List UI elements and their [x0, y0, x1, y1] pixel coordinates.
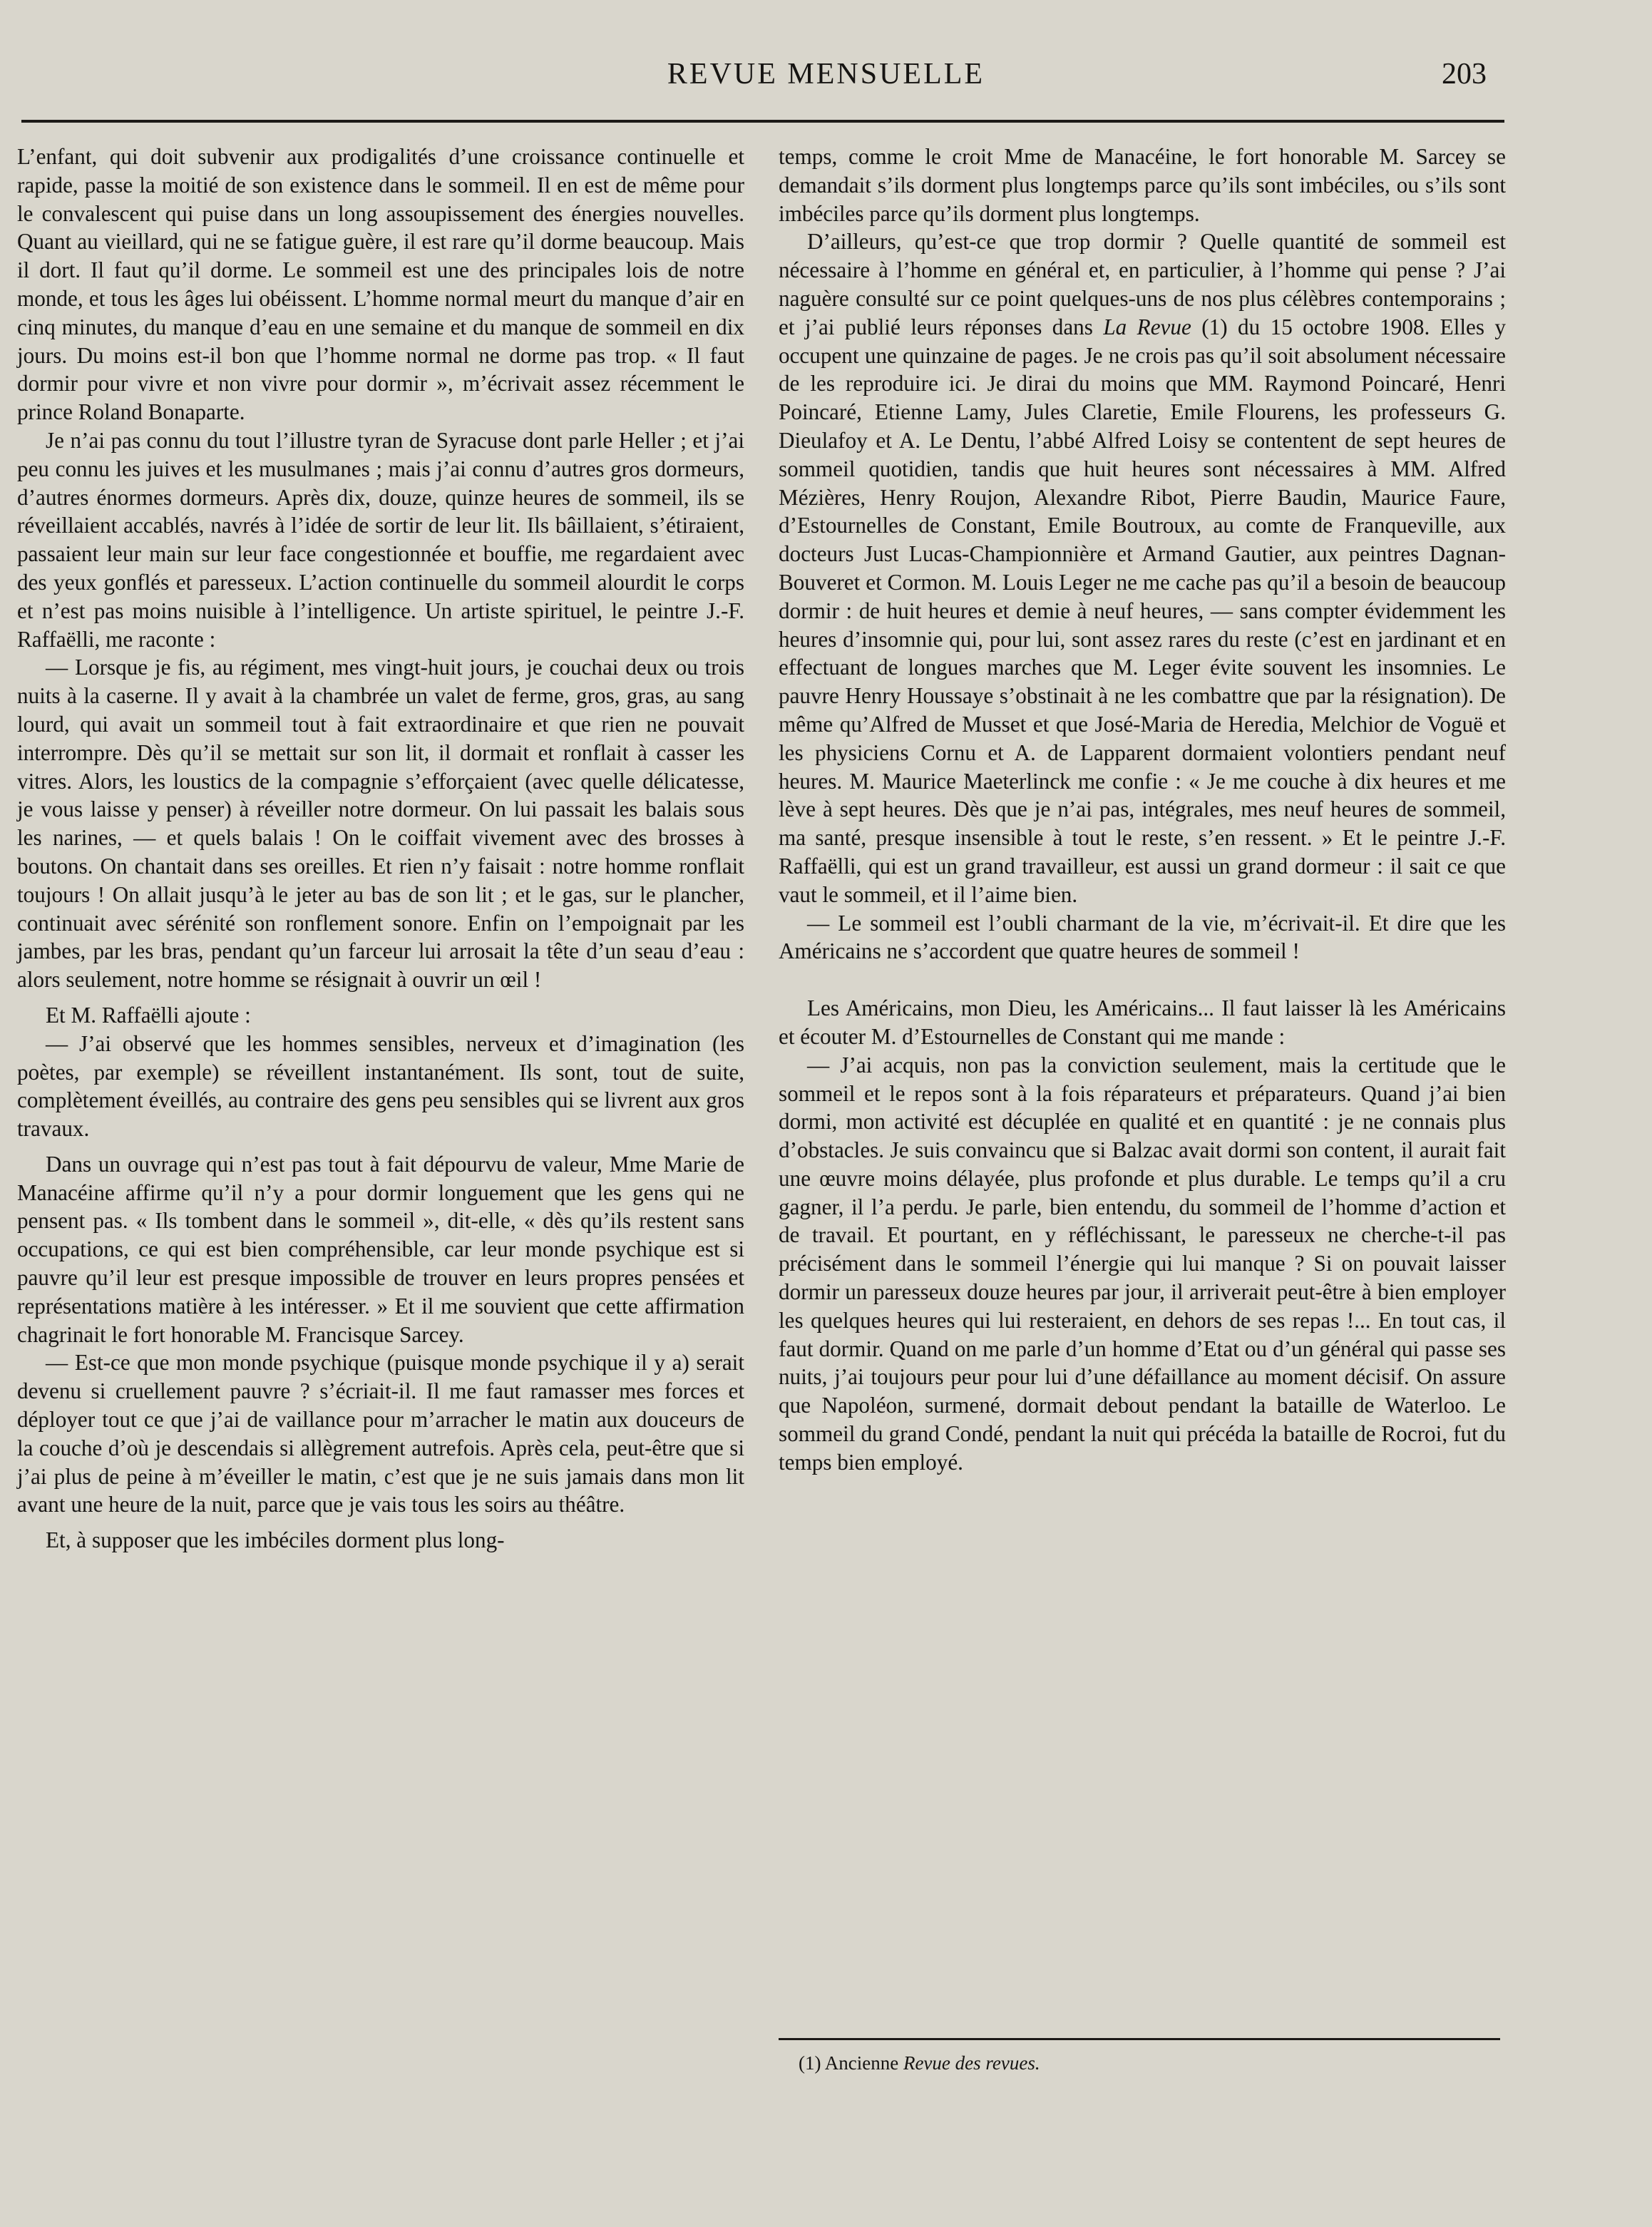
footnote-title: Revue des revues.	[903, 2052, 1040, 2074]
footnote	[799, 2051, 1497, 2075]
paragraph: — J’ai acquis, non pas la conviction seulement, mais la certitude que le sommeil et le repos sont à la fois réparateurs et préparateurs. Quand j’ai bien dormi, mon activité est décuplée en qualité et en quantité : je ne connais plus d’obstacles. Je suis convaincu que si Balzac avait dormi son content, il aurait fait une œuvre moins délayée, plus profonde et plus durable. Le temps qu’il a cru gagner, il l’a perdu. Je parle, bien entendu, du sommeil de l’homme d’action et de travail. Et pourtant, en y réfléchissant, le paresseux ne cherche-t-il pas précisément dans le sommeil l’énergie qui lui manque ? Si on pouvait laisser dormir un paresseux douze heures par jour, il arriverait peut-être à bien employer les quelques heures qui lui resteraient, en dehors de ses repas !... En tout cas, il faut dormir. Quand on me parle d’un homme d’Etat ou d’un général qui passe ses nuits, j’ai toujours peur pour lui d’une défaillance au moment décisif. On assure que Napoléon, surmené, dormait debout pendant la bataille de Waterloo. Le sommeil du grand Condé, pendant la nuit qui précéda la bataille de Rocroi, fut du temps bien employé.	[779, 1052, 1506, 1475]
paragraph: — Est-ce que mon monde psychique (puisque monde psychique il y a) serait devenu si cruellement pauvre ? s’écriait-il. Il me faut ramasser mes forces et déployer tout ce que j’ai de vaillance pour m’arracher le matin aux douceurs de la couche d’où je descendais si allègrement autrefois. Après cela, peut-être que si j’ai plus de peine à m’éveiller le matin, c’est que je ne suis jamais dans mon lit avant une heure de la nuit, parce que je vais tous les soirs au théâtre.	[17, 1350, 744, 1517]
right-column	[779, 143, 1506, 1477]
page-header	[0, 57, 1652, 100]
journal-title: La Revue	[1103, 314, 1191, 339]
paragraph: Les Américains, mon Dieu, les Américains... Il faut laisser là les Américains et écouter M. d’Estournelles de Constant qui me mande :	[779, 995, 1506, 1049]
footnote-marker: (1) Ancienne	[799, 2052, 899, 2074]
paragraph: — Lorsque je fis, au régiment, mes vingt-huit jours, je couchai deux ou trois nuits à la caserne. Il y avait à la chambrée un valet de ferme, gros, gras, au sang lourd, qui avait un sommeil tout à fait extraordinaire et que rien ne pouvait interrompre. Dès qu’il se mettait sur son lit, il dormait et ronflait à casser les vitres. Alors, les loustics de la compagnie s’efforçaient (avec quelle délicatesse, je vous laisse y penser) à réveiller notre dormeur. On lui passait les balais sous les narines, — et quels balais ! On le coiffait vivement avec des brosses à boutons. On chantait dans ses oreilles. Et rien n’y faisait : notre homme ronflait toujours ! On allait jusqu’à le jeter au bas de son lit ; et le gas, sur le plancher, continuait avec sérénité son ronflement sonore. Enfin on l’empoignait par les jambes, par les bras, pendant qu’un farceur lui arrosait la tête d’un seau d’eau : alors seulement, notre homme se résignait à ouvrir un œil !	[17, 655, 744, 993]
page-number: 203	[1442, 58, 1487, 91]
paragraph: — J’ai observé que les hommes sensibles, nerveux et d’imagination (les poètes, par exemple) se réveillent instantanément. Ils sont, tout de suite, complètement éveillés, au contraire des gens peu sensibles qui se livrent aux gros travaux.	[17, 1030, 744, 1142]
paragraph: Dans un ouvrage qui n’est pas tout à fait dépourvu de valeur, Mme Marie de Manacéine affirme qu’il n’y a pour dormir longuement que les gens qui ne pensent pas. « Ils tombent dans le sommeil », dit-elle, « dès qu’ils restent sans occupations, ce qui est bien compréhensible, car leur monde psychique est si pauvre qu’il leur est presque impossible de trouver en leurs propres pensées et représentations matière à les intéresser. » Et il me souvient que cette affirmation chagrinait le fort honorable M. Francisque Sarcey.	[17, 1151, 744, 1347]
paragraph: Et M. Raffaëlli ajoute :	[46, 1002, 251, 1028]
paragraph-text: (1) du 15 octobre 1908. Elles y occupent une quinzaine de pages. Je ne crois pas qu’il soit absolument nécessaire de les reproduire ici. Je dirai du moins que MM. Raymond Poincaré, Henri Poincaré, Etienne Lamy, Jules Claretie, Emile Flourens, les professeurs G. Dieulafoy et A. Le Dentu, l’abbé Alfred Loisy se contentent de sept heures de sommeil quotidien, tandis que huit heures sont nécessaires à MM. Alfred Mézières, Henry Roujon, Alexandre Ribot, Pierre Baudin, Maurice Faure, d’Estournelles de Constant, Emile Boutroux, au comte de Franqueville, aux docteurs Just Lucas-Championnière et Armand Gautier, aux peintres Dagnan-Bouveret et Cormon. M. Louis Leger ne me cache pas qu’il a besoin de beaucoup dormir : de huit heures et demie à neuf heures, — sans compter évidemment les heures d’insomnie qui, pour lui, sont assez rares du reste (c’est en jardinant et en effectuant de longues marches que M. Leger évite souvent les insomnies. Le pauvre Henry Houssaye s’obstinait à ne les combattre que par la résignation). De même qu’Alfred de Musset et que José-Maria de Heredia, Melchior de Voguë et les physiciens Cornu et A. de Lapparent dormaient volontiers pendant neuf heures. M. Maurice Maeterlinck me confie : « Je me couche à dix heures et me lève à sept heures. Dès que je n’ai pas, intégrales, mes neuf heures de sommeil, ma santé, presque insensible à tout le reste, s’en ressent. » Et le peintre J.-F. Raffaëlli, qui est un grand travailleur, est aussi un grand dormeur : il sait ce que vaut le sommeil, et il l’aime bien.	[779, 314, 1507, 907]
header-rule	[21, 120, 1504, 123]
running-title: REVUE MENSUELLE	[667, 58, 985, 91]
left-column	[17, 143, 744, 1555]
paragraph	[779, 227, 1506, 908]
paragraph: temps, comme le croit Mme de Manacéine, le fort honorable M. Sarcey se demandait s’ils dorment plus longtemps parce qu’ils sont imbéciles, ou s’ils sont imbéciles parce qu’ils dorment plus longtemps.	[779, 144, 1506, 226]
paragraph: Je n’ai pas connu du tout l’illustre tyran de Syracuse dont parle Heller ; et j’ai peu connu les juives et les musulmanes ; mais j’ai connu d’autres gros dormeurs, d’autres énormes dormeurs. Après dix, douze, quinze heures de sommeil, ils se réveillaient accablés, navrés à l’idée de sortir de leur lit. Ils bâillaient, s’étiraient, passaient leur main sur leur face congestionnée et bouffie, me regardaient avec des yeux gonflés et paresseux. L’action continuelle du sommeil alourdit le corps et n’est pas moins nuisible à l’intelligence. Un artiste spirituel, le peintre J.-F. Raffaëlli, me raconte :	[17, 427, 744, 652]
paragraph-text: D’ailleurs, qu’est-ce que trop dormir ? Quelle quantité de sommeil est nécessaire à l’homme en général et, en particulier, à l’homme qui pense ? J’ai naguère consulté sur ce point quelques-uns de nos plus célèbres contemporains ; et j’ai publié leurs réponses dans	[779, 229, 1506, 339]
paragraph: — Le sommeil est l’oubli charmant de la vie, m’écrivait-il. Et dire que les Américains ne s’accordent que quatre heures de sommeil !	[779, 910, 1506, 964]
paragraph: Et, à supposer que les imbéciles dorment plus long-	[46, 1527, 505, 1553]
footnote-rule	[779, 2038, 1500, 2040]
paragraph: L’enfant, qui doit subvenir aux prodigalités d’une croissance continuelle et rapide, passe la moitié de son existence dans le sommeil. Il en est de même pour le convalescent qui puise dans un long assoupissement des énergies nouvelles. Quant au vieillard, qui ne se fatigue guère, il est rare qu’il dorme beaucoup. Mais il dort. Il faut qu’il dorme. Le sommeil est une des principales lois de notre monde, et tous les âges lui obéissent. L’homme normal meurt du manque d’air en cinq minutes, du manque d’eau en une semaine et du manque de sommeil en dix jours. Du moins est-il bon que l’homme normal ne dorme pas trop. « Il faut dormir pour vivre et non vivre pour dormir », m’écrivait assez récemment le prince Roland Bonaparte.	[17, 144, 744, 425]
